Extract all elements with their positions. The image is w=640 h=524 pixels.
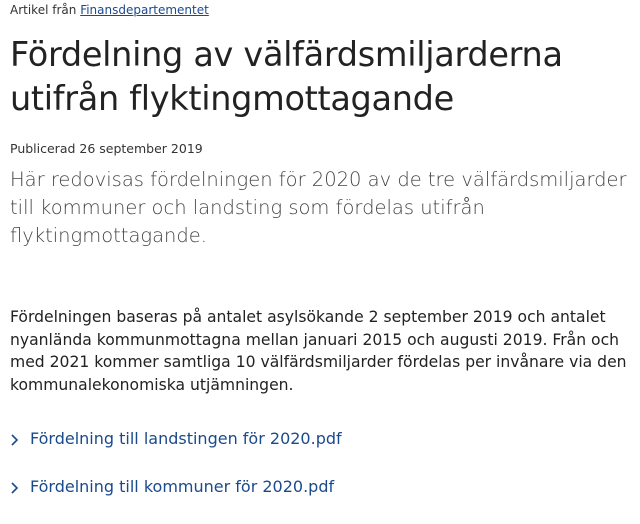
lead-paragraph: Här redovisas fördelningen för 2020 av de tre välfärdsmiljarder till kommuner och landsting som fördelas utifrån flyktingmottagande. <box>10 168 627 247</box>
attachment-item <box>10 428 630 476</box>
body-paragraph: Fördelningen baseras på antalet asylsökande 2 september 2019 och antalet nyanlända kommunmottagna mellan januari 2015 och augusti 2019. Från och med 2021 kommer samtliga 10 välfärdsmiljarder fördelas per invånare via den kommunalekonomiska utjämningen. <box>10 308 627 394</box>
attachment-link-landsting[interactable] <box>10 428 342 450</box>
chevron-right-icon <box>10 476 26 498</box>
published-date: Publicerad 26 september 2019 <box>10 141 203 156</box>
department-link[interactable]: Finansdepartementet <box>80 3 209 17</box>
byline <box>10 3 209 17</box>
attachment-list <box>10 428 630 524</box>
attachment-label: Fördelning till landstingen för 2020.pdf <box>30 429 342 448</box>
byline-prefix: Artikel från <box>10 3 77 17</box>
attachment-item <box>10 476 630 524</box>
attachment-link-kommuner[interactable] <box>10 476 334 498</box>
chevron-right-icon <box>10 428 26 450</box>
page-title: Fördelning av välfärdsmiljarderna utifrån flyktingmottagande <box>10 35 563 118</box>
attachment-label: Fördelning till kommuner för 2020.pdf <box>30 477 335 496</box>
